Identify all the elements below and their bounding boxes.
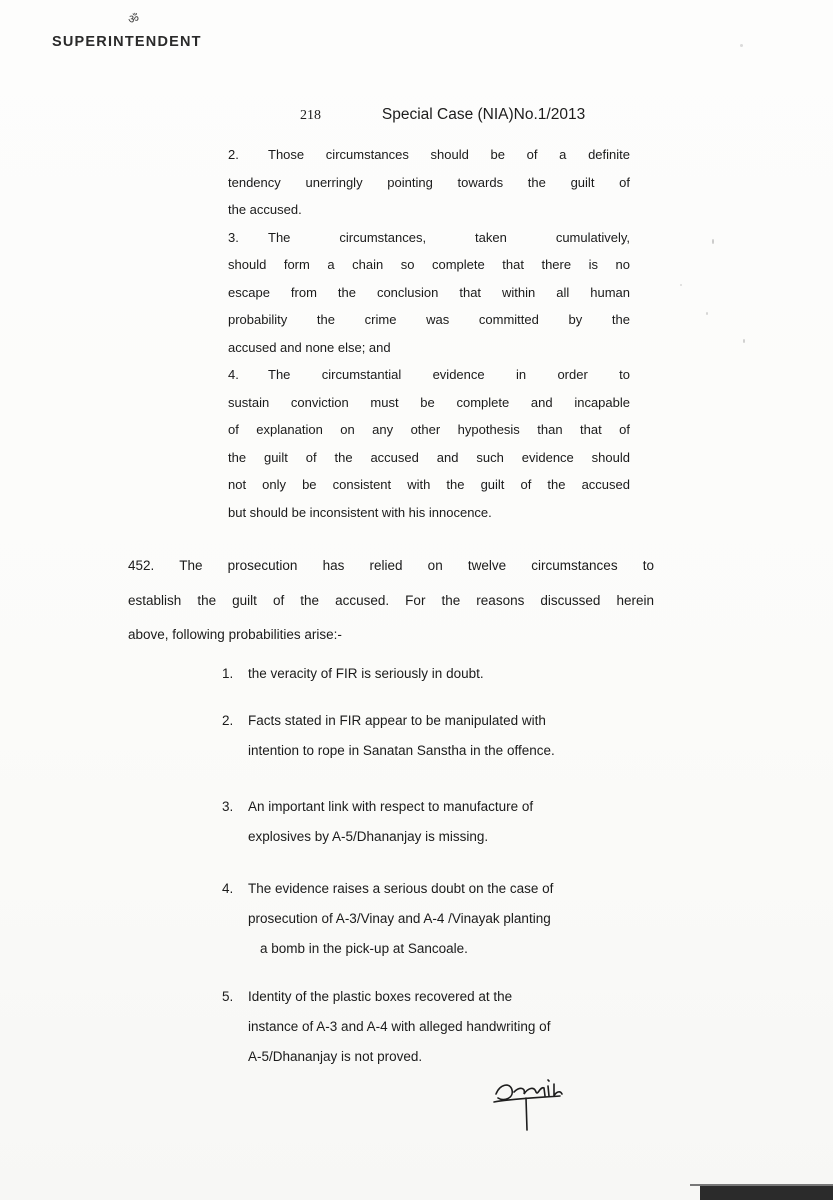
probability-line: A-5/Dhananjay is not proved. (248, 1049, 423, 1064)
probability-item (222, 706, 682, 766)
probability-line: prosecution of A-3/Vinay and A-4 /Vinayak planting (248, 911, 551, 926)
scan-speck (740, 44, 743, 47)
probability-number: 4. (222, 881, 234, 896)
paragraph-line: 452. The prosecution has relied on twelve circumstances to (128, 558, 654, 573)
probability-item (222, 982, 682, 1072)
condition-line: probability the crime was committed by the (228, 312, 630, 327)
condition-line: the guilt of the accused and such evidence should (228, 449, 630, 465)
probability-line: instance of A-3 and A-4 with alleged handwriting of (248, 1019, 551, 1034)
probability-line: 4. The evidence raises a serious doubt on the case of (222, 874, 682, 904)
condition-number: 4. (228, 367, 239, 382)
paragraph-line: establish the guilt of the accused. For the reasons discussed herein (128, 592, 654, 608)
page-number: 218 (300, 108, 321, 123)
paragraph-line: above, following probabilities arise:- (128, 627, 342, 642)
scan-speck (712, 239, 714, 244)
probability-number: 2. (222, 713, 234, 728)
condition-line: should form a chain so complete that there is no (228, 257, 630, 272)
page-header (300, 106, 585, 124)
handwritten-signature (490, 1072, 590, 1134)
paragraph-452 (128, 549, 654, 653)
stamp-mark: ॐ (127, 11, 141, 27)
case-title: Special Case (NIA)No.1/2013 (381, 106, 586, 123)
probability-line: 5. Identity of the plastic boxes recovered at the (222, 982, 682, 1012)
condition-line: 4. The circumstantial evidence in order to (228, 361, 630, 389)
probability-line: 1. the veracity of FIR is seriously in doubt. (222, 659, 682, 689)
superintendent-stamp: SUPERINTENDENT (52, 34, 202, 50)
scan-edge (700, 1186, 833, 1200)
condition-line: escape from the conclusion that within all human (228, 284, 630, 300)
probability-line: 2. Facts stated in FIR appear to be manipulated with (222, 706, 682, 736)
condition-line: sustain conviction must be complete and incapable (228, 394, 630, 410)
probability-number: 3. (222, 799, 234, 814)
probability-item (222, 874, 682, 964)
scan-speck (680, 284, 682, 286)
probability-line: a bomb in the pick-up at Sancoale. (260, 941, 468, 956)
probability-line: explosives by A-5/Dhananjay is missing. (248, 829, 489, 844)
scan-speck (706, 312, 708, 315)
quoted-conditions (228, 141, 630, 526)
scan-speck (743, 339, 745, 343)
condition-number: 3. (228, 229, 239, 245)
probability-number: 5. (222, 989, 234, 1004)
probability-number: 1. (222, 666, 234, 681)
condition-number: 2. (228, 147, 239, 162)
condition-line: not only be consistent with the guilt of the accused (228, 477, 630, 492)
probability-line: intention to rope in Sanatan Sanstha in the offence. (248, 743, 555, 758)
condition-line: tendency unerringly pointing towards the guilt of (228, 174, 630, 190)
condition-line: but should be inconsistent with his innocence. (228, 504, 492, 520)
condition-line: 2. Those circumstances should be of a definite (228, 141, 630, 169)
probability-item (222, 659, 682, 689)
condition-line: accused and none else; and (228, 339, 391, 355)
condition-line: the accused. (228, 202, 302, 217)
condition-line: of explanation on any other hypothesis than that of (228, 422, 630, 437)
probability-line: 3. An important link with respect to manufacture of (222, 792, 682, 822)
probability-item (222, 792, 682, 852)
condition-line: 3. The circumstances, taken cumulatively, (228, 224, 630, 252)
